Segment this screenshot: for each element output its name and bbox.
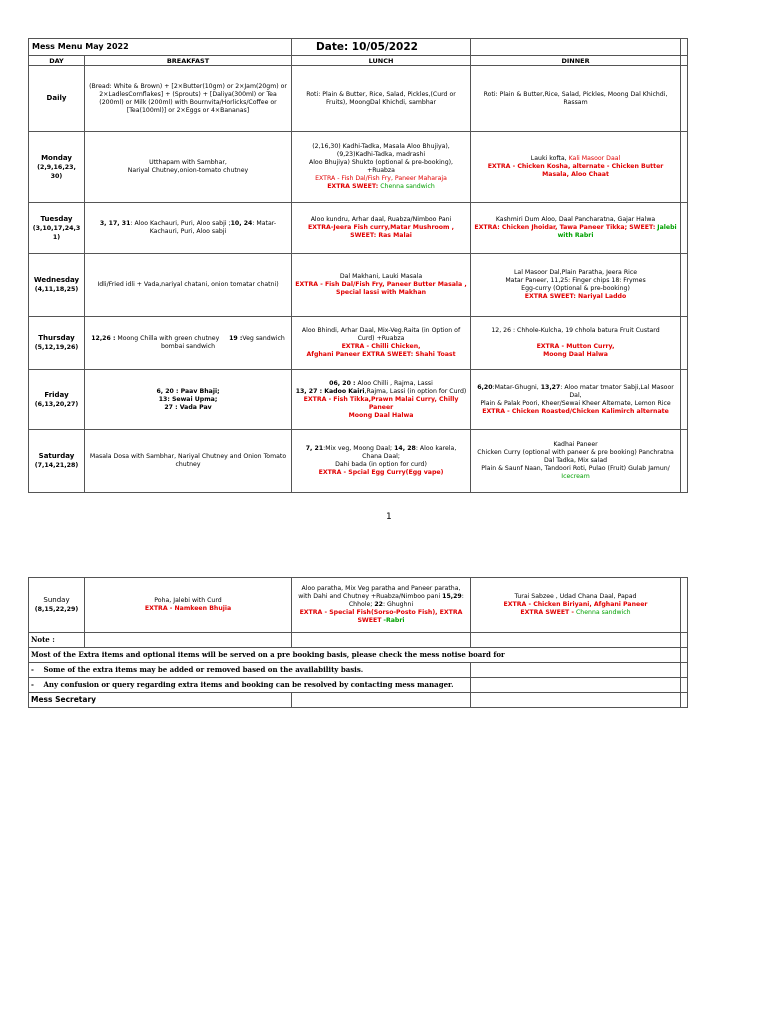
lunch-cell: Aloo kundru, Arhar daal, Ruabza/Nimboo Pani EXTRA-Jeera Fish curry,Matar Mushroom , SWEET: Ras Malai — [292, 203, 471, 254]
title-row — [29, 39, 688, 56]
row-friday — [29, 370, 688, 430]
row-thursday — [29, 317, 688, 370]
page-number: 1 — [386, 512, 392, 522]
dinner-cell: Lauki kofta, Kali Masoor Daal EXTRA - Chicken Kosha, alternate - Chicken Butter Masala, Aloo Chaat — [471, 132, 681, 203]
note-row — [29, 663, 688, 678]
dinner-cell: 12, 26 : Chhole-Kulcha, 19 chhola batura Fruit Custard EXTRA - Mutton Curry, Moong Daal Halwa — [471, 317, 681, 370]
note-row — [29, 648, 688, 663]
col-header-breakfast: BREAKFAST — [85, 56, 292, 66]
breakfast-cell: 6, 20 : Paav Bhaji; 13: Sewai Upma; 27 : Vada Pav — [85, 370, 292, 430]
dinner-cell: Kadhai Paneer Chicken Curry (optional with paneer & pre booking) Panchratna Dal Tadka, Mix salad Plain & Saunf Naan, Tandoori Roti, Pulao (Fruit) Gulab Jamun/ Icecream — [471, 430, 681, 493]
lunch-cell: Dal Makhani, Lauki Masala EXTRA - Fish Dal/Fish Fry, Paneer Butter Masala , Special lassi with Makhan — [292, 254, 471, 317]
day-label: Tuesday (3,10,17,24,3 1) — [29, 203, 85, 254]
row-tuesday — [29, 203, 688, 254]
day-label: Wednesday (4,11,18,25) — [29, 254, 85, 317]
dinner-cell: Lal Masoor Dal,Plain Paratha, Jeera Rice Matar Paneer, 11,25: Finger chips 18: Frymes Egg-curry (Optional & pre-booking) EXTRA SWEET: Nariyal Laddo — [471, 254, 681, 317]
column-header-row — [29, 56, 688, 66]
menu-date: Date: 10/05/2022 — [292, 39, 471, 56]
day-label: Saturday (7,14,21,28) — [29, 430, 85, 493]
dinner-cell: 6,20:Matar-Ghugni, 13,27: Aloo matar tmator Sabji,Lal Masoor Dal, Plain & Palak Poori, Kheer/Sewai Kheer Alternate, Lemon Rice EXTRA - Chicken Roasted/Chicken Kalimirch alternate — [471, 370, 681, 430]
lunch-cell: Aloo Bhindi, Arhar Daal, Mix-Veg.Raita (in Option of Curd) +Ruabza EXTRA - Chilli Chicken, Afghani Paneer EXTRA SWEET: Shahi Toast — [292, 317, 471, 370]
menu-table — [28, 38, 688, 493]
breakfast-cell: Idli/Fried idli + Vada,nariyal chatani, onion tomatar chatni) — [85, 254, 292, 317]
breakfast-cell: 12,26 : Moong Chilla with green chutney 19 :Veg sandwich bombai sandwich — [85, 317, 292, 370]
breakfast-cell: (Bread: White & Brown) + [2×Butter(10gm) or 2×Jam(20gm) or 2×LadlesCornflakes] + (Sprouts) + [Daliya(300ml) or Tea (200ml) or Milk (200ml) with Bournvita/Horlicks/Coffee or [Tea(100ml)] or 2×Eggs or 4×Bananas] — [85, 66, 292, 132]
day-label: Daily — [29, 66, 85, 132]
row-monday — [29, 132, 688, 203]
breakfast-cell: Utthapam with Sambhar, Nariyal Chutney,onion-tomato chutney — [85, 132, 292, 203]
note-text: - Any confusion or query regarding extra items and booking can be resolved by contacting mess manager. — [29, 678, 471, 693]
lunch-cell: 7, 21:Mix veg, Moong Daal; 14, 28: Aloo karela, Chana Daal; Dahi bada (in option for curd) EXTRA - Spcial Egg Curry(Egg vape) — [292, 430, 471, 493]
note-label: Note : — [29, 633, 85, 648]
lunch-cell: (2,16,30) Kadhi-Tadka, Masala Aloo Bhujiya), (9,23)Kadhi-Tadka, madrashi Aloo Bhujiya) Shukto (optional & pre-booking), +Ruabza EXTRA - Fish Dal/Fish Fry, Paneer Maharaja EXTRA SWEET: Chenna sandwich — [292, 132, 471, 203]
row-daily — [29, 66, 688, 132]
dinner-cell: Kashmiri Dum Aloo, Daal Pancharatna, Gajar Halwa EXTRA: Chicken Jhoidar, Tawa Paneer Tikka; SWEET: Jalebi with Rabri — [471, 203, 681, 254]
lunch-cell: Aloo paratha, Mix Veg paratha and Paneer paratha, with Dahi and Chutney +Ruabza/Nimboo pani 15,29: Chhole; 22: Ghughni EXTRA - Special Fish(Sorso-Posto Fish), EXTRA SWEET -Rabri — [292, 578, 471, 633]
row-saturday — [29, 430, 688, 493]
day-label: Monday (2,9,16,23, 30) — [29, 132, 85, 203]
note-row — [29, 633, 688, 648]
menu-table-continued — [28, 577, 688, 708]
col-header-lunch: LUNCH — [292, 56, 471, 66]
lunch-cell: 06, 20 : Aloo Chilli , Rajma, Lassi 13, 27 : Kadoo Kairi,Rajma, Lassi (in option for Curd) EXTRA - Fish Tikka,Prawn Malai Curry, Chilly Paneer Moong Daal Halwa — [292, 370, 471, 430]
lunch-cell: Roti: Plain & Butter, Rice, Salad, Pickles,(Curd or Fruits), MoongDal Khichdi, sambhar — [292, 66, 471, 132]
day-label: Sunday (8,15,22,29) — [29, 578, 85, 633]
menu-title: Mess Menu May 2022 — [29, 39, 292, 56]
note-row — [29, 678, 688, 693]
mess-secretary-label: Mess Secretary — [29, 693, 292, 708]
day-label: Thursday (5,12,19,26) — [29, 317, 85, 370]
row-wednesday — [29, 254, 688, 317]
breakfast-cell: Poha, Jalebi with Curd EXTRA - Namkeen Bhujia — [85, 578, 292, 633]
bullet: - — [31, 665, 34, 674]
col-header-dinner: DINNER — [471, 56, 681, 66]
dinner-cell: Roti: Plain & Butter,Rice, Salad, Pickles, Moong Dal Khichdi, Rassam — [471, 66, 681, 132]
breakfast-cell: 3, 17, 31: Aloo Kachauri, Puri, Aloo sabji ;10, 24: Matar-Kachauri, Puri, Aloo sabji — [85, 203, 292, 254]
note-text: Most of the Extra items and optional items will be served on a pre booking basis, please check the mess notise board for — [29, 648, 681, 663]
bullet: - — [31, 680, 34, 689]
day-label: Friday (6,13,20,27) — [29, 370, 85, 430]
dinner-cell: Turai Sabzee , Udad Chana Daal, Papad EXTRA - Chicken Biriyani, Afghani Paneer EXTRA SWEET - Chenna sandwich — [471, 578, 681, 633]
note-text: - Some of the extra items may be added or removed based on the availability basis. — [29, 663, 471, 678]
secretary-row — [29, 693, 688, 708]
breakfast-cell: Masala Dosa with Sambhar, Nariyal Chutney and Onion Tomato chutney — [85, 430, 292, 493]
row-sunday — [29, 578, 688, 633]
col-header-day: DAY — [29, 56, 85, 66]
